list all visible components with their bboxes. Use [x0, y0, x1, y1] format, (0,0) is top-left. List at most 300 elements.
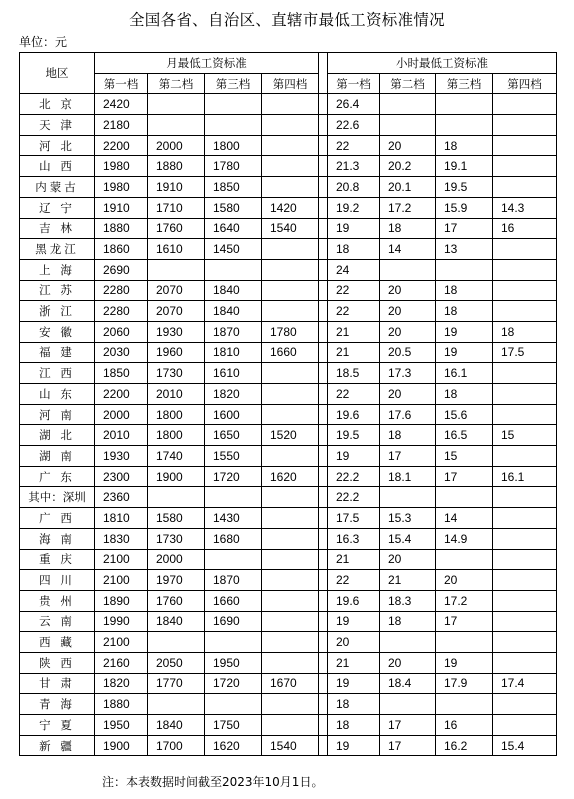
table-row	[20, 115, 557, 136]
column-gap-cell	[319, 135, 328, 156]
hourly-level-1-cell: 22.2	[328, 487, 380, 508]
monthly-level-3-cell: 1840	[205, 301, 262, 322]
monthly-level-1-cell: 2030	[95, 342, 148, 363]
table-row	[20, 570, 557, 591]
monthly-level-4-cell	[262, 384, 319, 405]
hourly-level-4-cell: 18	[493, 321, 557, 342]
header-row-levels	[20, 73, 557, 94]
hourly-level-3-cell: 14.9	[436, 528, 493, 549]
footnote: 注：本表数据时间截至2023年10月1日。	[102, 775, 324, 789]
minimum-wage-table	[19, 52, 557, 756]
hourly-level-2-cell: 18.3	[380, 590, 436, 611]
monthly-level-4-cell	[262, 280, 319, 301]
hourly-level-2-cell: 17	[380, 715, 436, 736]
table-row	[20, 735, 557, 756]
hourly-level-4-cell	[493, 280, 557, 301]
monthly-level-2-cell: 1930	[148, 321, 205, 342]
hourly-level-1-cell: 17.5	[328, 508, 380, 529]
monthly-level-3-cell: 1690	[205, 611, 262, 632]
monthly-level-1-cell: 1880	[95, 694, 148, 715]
table-row	[20, 425, 557, 446]
monthly-level-4-cell	[262, 177, 319, 198]
monthly-level-2-cell: 1800	[148, 425, 205, 446]
monthly-level-1-cell: 1950	[95, 715, 148, 736]
header-region: 地区	[20, 53, 95, 94]
monthly-level-1-cell: 2060	[95, 321, 148, 342]
monthly-level-4-cell	[262, 508, 319, 529]
region-cell: 陕 西	[20, 652, 95, 673]
monthly-level-2-cell: 2010	[148, 384, 205, 405]
region-cell: 内蒙古	[20, 177, 95, 198]
table-row	[20, 673, 557, 694]
hourly-level-3-cell: 19	[436, 321, 493, 342]
monthly-level-3-cell	[205, 259, 262, 280]
monthly-level-3-cell: 1720	[205, 466, 262, 487]
monthly-level-4-cell	[262, 259, 319, 280]
monthly-level-3-cell: 1950	[205, 652, 262, 673]
table-row	[20, 301, 557, 322]
hourly-level-1-cell: 26.4	[328, 94, 380, 115]
hourly-level-3-cell: 17	[436, 466, 493, 487]
column-gap-cell	[319, 632, 328, 653]
monthly-level-2-cell	[148, 694, 205, 715]
hourly-level-3-cell: 16.2	[436, 735, 493, 756]
hourly-level-3-cell: 18	[436, 280, 493, 301]
monthly-level-1-cell: 2690	[95, 259, 148, 280]
hourly-level-1-cell: 19.6	[328, 590, 380, 611]
monthly-level-4-cell	[262, 528, 319, 549]
monthly-level-2-cell: 1610	[148, 239, 205, 260]
hourly-level-4-cell: 17.4	[493, 673, 557, 694]
hourly-level-3-cell: 13	[436, 239, 493, 260]
column-gap-cell	[319, 218, 328, 239]
monthly-level-1-cell: 2100	[95, 632, 148, 653]
region-cell: 江 西	[20, 363, 95, 384]
hourly-level-4-cell	[493, 694, 557, 715]
monthly-level-3-cell: 1750	[205, 715, 262, 736]
column-gap-cell	[319, 570, 328, 591]
hourly-level-1-cell: 19.6	[328, 404, 380, 425]
region-cell: 贵 州	[20, 590, 95, 611]
hourly-level-3-cell: 17	[436, 611, 493, 632]
table-row	[20, 549, 557, 570]
column-gap-cell	[319, 549, 328, 570]
hourly-level-2-cell: 17	[380, 446, 436, 467]
table-row	[20, 487, 557, 508]
table-row	[20, 528, 557, 549]
monthly-level-1-cell: 2360	[95, 487, 148, 508]
region-cell: 新 疆	[20, 735, 95, 756]
monthly-level-4-cell: 1520	[262, 425, 319, 446]
hourly-level-3-cell: 14	[436, 508, 493, 529]
hourly-level-2-cell: 18.4	[380, 673, 436, 694]
column-gap-cell	[319, 239, 328, 260]
region-cell: 湖 南	[20, 446, 95, 467]
hourly-level-2-cell: 20	[380, 549, 436, 570]
region-cell: 上 海	[20, 259, 95, 280]
monthly-level-2-cell	[148, 259, 205, 280]
monthly-level-1-cell: 2180	[95, 115, 148, 136]
monthly-level-3-cell: 1870	[205, 570, 262, 591]
hourly-level-1-cell: 21	[328, 549, 380, 570]
monthly-level-1-cell: 1880	[95, 218, 148, 239]
monthly-level-2-cell: 2050	[148, 652, 205, 673]
monthly-level-3-cell: 1450	[205, 239, 262, 260]
monthly-level-2-cell: 1900	[148, 466, 205, 487]
monthly-level-3-cell: 1780	[205, 156, 262, 177]
hourly-level-2-cell: 14	[380, 239, 436, 260]
table-row	[20, 363, 557, 384]
hourly-level-3-cell: 17.9	[436, 673, 493, 694]
region-cell: 四 川	[20, 570, 95, 591]
monthly-level-2-cell: 1840	[148, 611, 205, 632]
hourly-level-4-cell	[493, 301, 557, 322]
hourly-level-4-cell	[493, 404, 557, 425]
hourly-level-1-cell: 19	[328, 446, 380, 467]
hourly-level-2-cell: 18	[380, 218, 436, 239]
monthly-level-2-cell: 1760	[148, 590, 205, 611]
hourly-level-1-cell: 22	[328, 135, 380, 156]
hourly-level-1-cell: 21	[328, 342, 380, 363]
region-cell: 西 藏	[20, 632, 95, 653]
hourly-level-3-cell: 17	[436, 218, 493, 239]
hourly-level-4-cell: 16.1	[493, 466, 557, 487]
monthly-level-2-cell	[148, 632, 205, 653]
table-row	[20, 259, 557, 280]
hourly-level-4-cell: 14.3	[493, 197, 557, 218]
hourly-level-3-cell: 16	[436, 715, 493, 736]
monthly-level-3-cell: 1660	[205, 590, 262, 611]
monthly-level-4-cell: 1540	[262, 735, 319, 756]
monthly-level-3-cell: 1820	[205, 384, 262, 405]
monthly-level-2-cell: 2070	[148, 301, 205, 322]
hourly-level-4-cell	[493, 363, 557, 384]
table-row	[20, 384, 557, 405]
monthly-level-4-cell	[262, 570, 319, 591]
column-gap-cell	[319, 301, 328, 322]
hourly-level-4-cell	[493, 156, 557, 177]
hourly-level-2-cell: 20	[380, 384, 436, 405]
hourly-level-3-cell	[436, 549, 493, 570]
monthly-level-3-cell: 1810	[205, 342, 262, 363]
header-monthly-level-4: 第四档	[262, 73, 319, 94]
table-row	[20, 508, 557, 529]
hourly-level-4-cell	[493, 508, 557, 529]
monthly-level-4-cell	[262, 239, 319, 260]
hourly-level-3-cell	[436, 694, 493, 715]
hourly-level-2-cell: 15.4	[380, 528, 436, 549]
monthly-level-3-cell	[205, 549, 262, 570]
column-gap-cell	[319, 321, 328, 342]
hourly-level-1-cell: 24	[328, 259, 380, 280]
hourly-level-1-cell: 19	[328, 735, 380, 756]
column-gap-cell	[319, 652, 328, 673]
column-gap	[319, 53, 328, 94]
region-cell: 云 南	[20, 611, 95, 632]
hourly-level-2-cell: 17.6	[380, 404, 436, 425]
monthly-level-3-cell: 1840	[205, 280, 262, 301]
table-row	[20, 611, 557, 632]
monthly-level-2-cell: 1770	[148, 673, 205, 694]
monthly-level-4-cell	[262, 611, 319, 632]
monthly-level-3-cell: 1580	[205, 197, 262, 218]
hourly-level-3-cell	[436, 487, 493, 508]
monthly-level-4-cell	[262, 404, 319, 425]
table-row	[20, 321, 557, 342]
hourly-level-2-cell: 20	[380, 321, 436, 342]
monthly-level-4-cell	[262, 715, 319, 736]
region-cell: 其中：深圳	[20, 487, 95, 508]
monthly-level-1-cell: 1890	[95, 590, 148, 611]
hourly-level-3-cell: 19.1	[436, 156, 493, 177]
monthly-level-2-cell: 1840	[148, 715, 205, 736]
hourly-level-3-cell: 15	[436, 446, 493, 467]
monthly-level-3-cell	[205, 694, 262, 715]
unit-label: 单位：元	[19, 35, 68, 49]
hourly-level-3-cell: 19.5	[436, 177, 493, 198]
column-gap-cell	[319, 508, 328, 529]
monthly-level-2-cell	[148, 487, 205, 508]
region-cell: 浙 江	[20, 301, 95, 322]
region-cell: 山 东	[20, 384, 95, 405]
monthly-level-2-cell: 1710	[148, 197, 205, 218]
monthly-level-2-cell: 2070	[148, 280, 205, 301]
hourly-level-2-cell	[380, 115, 436, 136]
table-row	[20, 94, 557, 115]
hourly-level-4-cell: 15.4	[493, 735, 557, 756]
table-row	[20, 239, 557, 260]
monthly-level-1-cell: 2100	[95, 570, 148, 591]
monthly-level-3-cell: 1850	[205, 177, 262, 198]
monthly-level-3-cell: 1550	[205, 446, 262, 467]
column-gap-cell	[319, 363, 328, 384]
hourly-level-4-cell	[493, 487, 557, 508]
monthly-level-2-cell: 1760	[148, 218, 205, 239]
monthly-level-3-cell: 1800	[205, 135, 262, 156]
monthly-level-2-cell: 1880	[148, 156, 205, 177]
table-row	[20, 590, 557, 611]
monthly-level-3-cell: 1600	[205, 404, 262, 425]
monthly-level-4-cell	[262, 156, 319, 177]
column-gap-cell	[319, 715, 328, 736]
header-monthly-level-1: 第一档	[95, 73, 148, 94]
hourly-level-4-cell	[493, 611, 557, 632]
hourly-level-1-cell: 21.3	[328, 156, 380, 177]
monthly-level-4-cell: 1540	[262, 218, 319, 239]
hourly-level-4-cell	[493, 652, 557, 673]
region-cell: 黑龙江	[20, 239, 95, 260]
column-gap-cell	[319, 590, 328, 611]
column-gap-cell	[319, 156, 328, 177]
monthly-level-1-cell: 2280	[95, 301, 148, 322]
hourly-level-3-cell: 16.5	[436, 425, 493, 446]
monthly-level-1-cell: 1860	[95, 239, 148, 260]
monthly-level-1-cell: 1810	[95, 508, 148, 529]
monthly-level-2-cell: 1800	[148, 404, 205, 425]
region-cell: 湖 北	[20, 425, 95, 446]
hourly-level-1-cell: 18	[328, 715, 380, 736]
column-gap-cell	[319, 466, 328, 487]
header-hourly-level-1: 第一档	[328, 73, 380, 94]
hourly-level-1-cell: 19	[328, 218, 380, 239]
monthly-level-3-cell: 1870	[205, 321, 262, 342]
region-cell: 海 南	[20, 528, 95, 549]
hourly-level-4-cell	[493, 259, 557, 280]
hourly-level-2-cell	[380, 94, 436, 115]
hourly-level-1-cell: 19	[328, 611, 380, 632]
monthly-level-1-cell: 1830	[95, 528, 148, 549]
monthly-level-1-cell: 1820	[95, 673, 148, 694]
header-monthly-level-3: 第三档	[205, 73, 262, 94]
region-cell: 江 苏	[20, 280, 95, 301]
hourly-level-1-cell: 22	[328, 384, 380, 405]
monthly-level-1-cell: 2420	[95, 94, 148, 115]
column-gap-cell	[319, 94, 328, 115]
hourly-level-3-cell	[436, 94, 493, 115]
hourly-level-1-cell: 18	[328, 239, 380, 260]
region-cell: 辽 宁	[20, 197, 95, 218]
hourly-level-2-cell: 20	[380, 301, 436, 322]
monthly-level-4-cell: 1620	[262, 466, 319, 487]
hourly-level-2-cell: 17	[380, 735, 436, 756]
monthly-level-4-cell	[262, 652, 319, 673]
table-row	[20, 694, 557, 715]
monthly-level-1-cell: 1850	[95, 363, 148, 384]
hourly-level-1-cell: 22	[328, 570, 380, 591]
monthly-level-2-cell: 1580	[148, 508, 205, 529]
monthly-level-1-cell: 1930	[95, 446, 148, 467]
hourly-level-4-cell	[493, 239, 557, 260]
hourly-level-1-cell: 19.5	[328, 425, 380, 446]
hourly-level-4-cell	[493, 528, 557, 549]
hourly-level-1-cell: 19	[328, 673, 380, 694]
monthly-level-2-cell: 1910	[148, 177, 205, 198]
region-cell: 甘 肃	[20, 673, 95, 694]
hourly-level-3-cell: 15.6	[436, 404, 493, 425]
hourly-level-1-cell: 20.8	[328, 177, 380, 198]
monthly-level-2-cell: 1730	[148, 363, 205, 384]
region-cell: 广 东	[20, 466, 95, 487]
hourly-level-2-cell	[380, 632, 436, 653]
hourly-level-4-cell	[493, 115, 557, 136]
hourly-level-3-cell	[436, 115, 493, 136]
region-cell: 天 津	[20, 115, 95, 136]
hourly-level-2-cell: 20	[380, 135, 436, 156]
hourly-level-3-cell: 17.2	[436, 590, 493, 611]
monthly-level-1-cell: 1980	[95, 177, 148, 198]
table-row	[20, 632, 557, 653]
column-gap-cell	[319, 735, 328, 756]
column-gap-cell	[319, 280, 328, 301]
monthly-level-3-cell: 1430	[205, 508, 262, 529]
hourly-level-3-cell	[436, 259, 493, 280]
monthly-level-2-cell: 2000	[148, 549, 205, 570]
table-body	[20, 94, 557, 756]
column-gap-cell	[319, 673, 328, 694]
monthly-level-1-cell: 2200	[95, 384, 148, 405]
monthly-level-2-cell: 1740	[148, 446, 205, 467]
hourly-level-1-cell: 22	[328, 301, 380, 322]
hourly-level-2-cell: 20	[380, 280, 436, 301]
hourly-level-4-cell: 17.5	[493, 342, 557, 363]
monthly-level-3-cell: 1610	[205, 363, 262, 384]
column-gap-cell	[319, 259, 328, 280]
column-gap-cell	[319, 177, 328, 198]
hourly-level-2-cell: 20.5	[380, 342, 436, 363]
monthly-level-3-cell	[205, 632, 262, 653]
monthly-level-2-cell	[148, 94, 205, 115]
region-cell: 河 北	[20, 135, 95, 156]
hourly-level-2-cell	[380, 694, 436, 715]
region-cell: 吉 林	[20, 218, 95, 239]
column-gap-cell	[319, 694, 328, 715]
monthly-level-3-cell: 1720	[205, 673, 262, 694]
hourly-level-3-cell: 20	[436, 570, 493, 591]
hourly-level-2-cell: 18	[380, 611, 436, 632]
table-row	[20, 404, 557, 425]
header-hourly-level-2: 第二档	[380, 73, 436, 94]
table-row	[20, 177, 557, 198]
column-gap-cell	[319, 342, 328, 363]
hourly-level-3-cell: 15.9	[436, 197, 493, 218]
monthly-level-3-cell: 1680	[205, 528, 262, 549]
monthly-level-4-cell	[262, 446, 319, 467]
hourly-level-1-cell: 18	[328, 694, 380, 715]
hourly-level-4-cell	[493, 549, 557, 570]
monthly-level-4-cell	[262, 115, 319, 136]
table-row	[20, 715, 557, 736]
monthly-level-4-cell: 1420	[262, 197, 319, 218]
hourly-level-3-cell: 19	[436, 342, 493, 363]
table-row	[20, 342, 557, 363]
column-gap-cell	[319, 425, 328, 446]
hourly-level-1-cell: 21	[328, 321, 380, 342]
hourly-level-4-cell	[493, 570, 557, 591]
region-cell: 青 海	[20, 694, 95, 715]
monthly-level-1-cell: 2200	[95, 135, 148, 156]
hourly-level-4-cell	[493, 177, 557, 198]
monthly-level-4-cell	[262, 694, 319, 715]
hourly-level-3-cell	[436, 632, 493, 653]
monthly-level-2-cell: 1700	[148, 735, 205, 756]
column-gap-cell	[319, 446, 328, 467]
monthly-level-3-cell: 1620	[205, 735, 262, 756]
monthly-level-1-cell: 2000	[95, 404, 148, 425]
hourly-level-2-cell: 20	[380, 652, 436, 673]
hourly-level-2-cell: 17.2	[380, 197, 436, 218]
hourly-level-3-cell: 18	[436, 301, 493, 322]
monthly-level-1-cell: 1910	[95, 197, 148, 218]
hourly-level-4-cell	[493, 715, 557, 736]
region-cell: 河 南	[20, 404, 95, 425]
monthly-level-3-cell: 1640	[205, 218, 262, 239]
hourly-level-1-cell: 19.2	[328, 197, 380, 218]
hourly-level-2-cell: 18	[380, 425, 436, 446]
column-gap-cell	[319, 611, 328, 632]
monthly-level-1-cell: 1980	[95, 156, 148, 177]
monthly-level-3-cell	[205, 487, 262, 508]
column-gap-cell	[319, 487, 328, 508]
hourly-level-2-cell	[380, 487, 436, 508]
monthly-level-1-cell: 2100	[95, 549, 148, 570]
header-monthly: 月最低工资标准	[95, 53, 319, 74]
monthly-level-1-cell: 2010	[95, 425, 148, 446]
hourly-level-3-cell: 19	[436, 652, 493, 673]
hourly-level-2-cell: 21	[380, 570, 436, 591]
hourly-level-2-cell: 20.1	[380, 177, 436, 198]
hourly-level-1-cell: 22	[328, 280, 380, 301]
monthly-level-4-cell: 1670	[262, 673, 319, 694]
